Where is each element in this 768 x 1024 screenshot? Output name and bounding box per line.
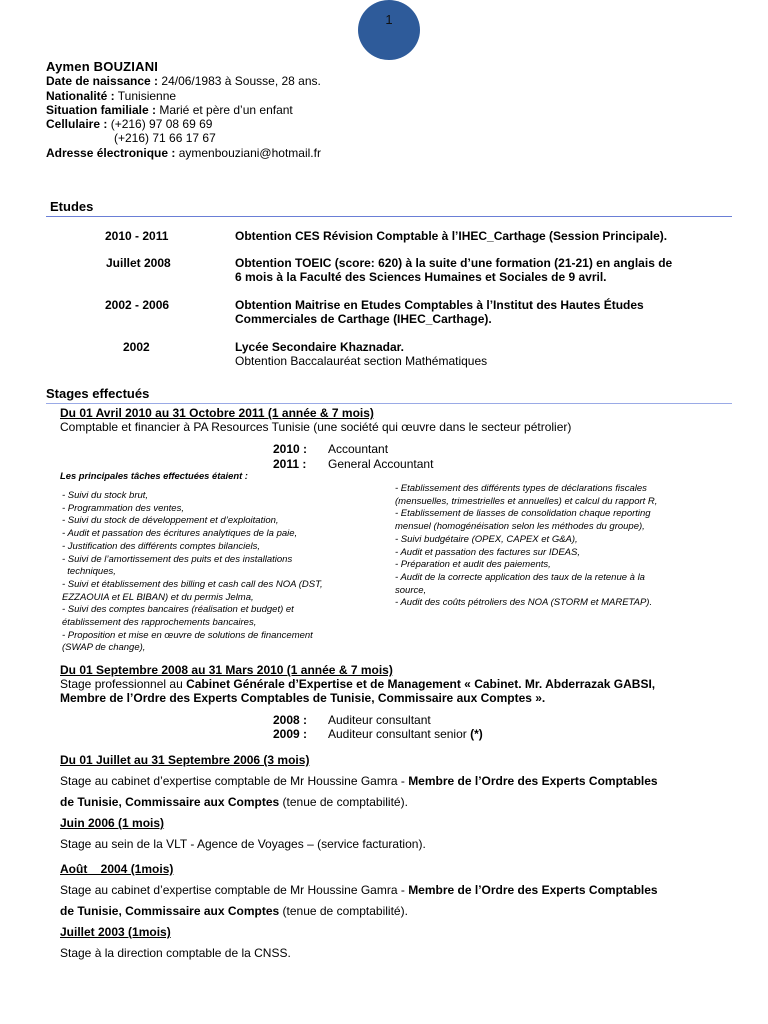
list-item: - Justification des différents comptes bilanciels, bbox=[62, 540, 261, 552]
email-row: Adresse électronique : aymenbouziani@hotmail.fr bbox=[46, 145, 321, 160]
email-value: aymenbouziani@hotmail.fr bbox=[175, 145, 321, 160]
list-item: - Suivi et établissement des billing et cash call des NOA (DST, bbox=[62, 578, 323, 590]
list-item: - Etablissement de liasses de consolidation chaque reporting bbox=[395, 508, 651, 520]
edu-text-4: Lycée Secondaire Khaznadar. bbox=[235, 340, 404, 354]
stage2-period: Du 01 Septembre 2008 au 31 Mars 2010 (1 année & 7 mois) bbox=[60, 663, 393, 677]
list-item: - Audit et passation des factures sur IDEAS, bbox=[395, 546, 580, 558]
list-item: - Audit de la correcte application des taux de la retenue à la bbox=[395, 571, 645, 583]
edu-sub-4: Obtention Baccalauréat section Mathématiques bbox=[235, 354, 488, 368]
stage3-desc-line2: de Tunisie, Commissaire aux Comptes (tenue de comptabilité). bbox=[60, 795, 408, 809]
stage2-year-2: 2009 : bbox=[273, 727, 308, 741]
stage4-desc: Stage au sein de la VLT - Agence de Voyages – (service facturation). bbox=[60, 837, 426, 851]
birth-row: Date de naissance : 24/06/1983 à Sousse, 28 ans. bbox=[46, 74, 321, 89]
stage2-role-2: Auditeur consultant senior (*) bbox=[328, 727, 483, 741]
stage3-desc-line1: Stage au cabinet d’expertise comptable de Mr Houssine Gamra - Membre de l’Ordre des Experts Comptables bbox=[60, 774, 658, 788]
stage2-desc-line1: Stage professionnel au Cabinet Générale d’Expertise et de Management « Cabinet. Mr. Abderrazak GABSI, bbox=[60, 677, 656, 691]
list-item: - Programmation des ventes, bbox=[62, 502, 184, 514]
list-item: source, bbox=[395, 584, 427, 596]
edu-text-1: Obtention CES Révision Comptable à l’IHEC_Carthage (Session Principale). bbox=[235, 229, 668, 243]
stage2-year-1: 2008 : bbox=[273, 713, 308, 727]
edu-date-3: 2002 - 2006 bbox=[105, 298, 170, 312]
etudes-title: Etudes bbox=[50, 199, 94, 214]
stage1-role-1: Accountant bbox=[328, 442, 389, 456]
stage5-desc-line2: de Tunisie, Commissaire aux Comptes (tenue de comptabilité). bbox=[60, 904, 408, 918]
tasks-title: Les principales tâches effectuées étaient : bbox=[60, 470, 248, 481]
list-item: (mensuelles, trimestrielles et annuelles) et calcul du rapport R, bbox=[395, 495, 658, 507]
edu-text-3b: Commerciales de Carthage (IHEC_Carthage). bbox=[235, 312, 492, 326]
stages-divider bbox=[46, 403, 732, 404]
stage4-period: Juin 2006 (1 mois) bbox=[60, 816, 165, 830]
stage1-role-2: General Accountant bbox=[328, 457, 434, 471]
stage1-year-2: 2011 : bbox=[273, 457, 307, 471]
stage1-desc: Comptable et financier à PA Resources Tunisie (une société qui œuvre dans le secteur pétrolier) bbox=[60, 420, 572, 434]
stage5-period: Août 2004 (1mois) bbox=[60, 862, 174, 876]
identity-block bbox=[46, 60, 321, 160]
list-item: - Etablissement des différents types de déclarations fiscales bbox=[395, 483, 647, 494]
stage2-desc-line2: Membre de l’Ordre des Experts Comptables de Tunisie, Commissaire aux Comptes ». bbox=[60, 691, 546, 705]
edu-text-3a: Obtention Maitrise en Etudes Comptables à l’Institut des Hautes Études bbox=[235, 298, 644, 312]
list-item: - Suivi budgétaire (OPEX, CAPEX et G&A), bbox=[395, 533, 578, 545]
list-item: - Suivi de l’amortissement des puits et des installations bbox=[62, 553, 293, 565]
edu-date-4: 2002 bbox=[123, 340, 150, 354]
edu-date-2: Juillet 2008 bbox=[106, 256, 171, 270]
stage2-role-1: Auditeur consultant bbox=[328, 713, 431, 727]
stage5-desc-line1: Stage au cabinet d’expertise comptable de Mr Houssine Gamra - Membre de l’Ordre des Experts Comptables bbox=[60, 883, 658, 897]
list-item: - Audit et passation des écritures analytiques de la paie, bbox=[62, 528, 298, 540]
list-item: mensuel (homogénéisation selon les méthodes du groupe), bbox=[395, 521, 645, 533]
stage6-desc: Stage à la direction comptable de la CNSS. bbox=[60, 946, 291, 960]
nationality-row: Nationalité : Tunisienne bbox=[46, 88, 177, 103]
page-number: 1 bbox=[385, 12, 393, 27]
list-item: techniques, bbox=[62, 566, 116, 578]
phone-row: Cellulaire : (+216) 97 08 69 69 bbox=[46, 117, 213, 132]
list-item: (SWAP de change), bbox=[62, 642, 146, 654]
stage3-period: Du 01 Juillet au 31 Septembre 2006 (3 mois) bbox=[60, 753, 310, 767]
stage6-period: Juillet 2003 (1mois) bbox=[60, 925, 171, 939]
stage1-year-1: 2010 : bbox=[273, 442, 308, 456]
phone-row-2: (+216) 71 66 17 67 bbox=[114, 131, 216, 146]
stage1-period: Du 01 Avril 2010 au 31 Octobre 2011 (1 année & 7 mois) bbox=[60, 406, 374, 420]
list-item: établissement des rapprochements bancaires, bbox=[62, 617, 257, 629]
list-item: - Audit des coûts pétroliers des NOA (STORM et MARETAP). bbox=[395, 597, 653, 609]
edu-text-2a: Obtention TOEIC (score: 620) à la suite d’une formation (21-21) en anglais de bbox=[235, 256, 673, 270]
etudes-divider bbox=[46, 216, 732, 217]
candidate-name: Aymen BOUZIANI bbox=[46, 59, 159, 74]
tasks-right-list bbox=[395, 483, 725, 610]
list-item: - Préparation et audit des paiements, bbox=[395, 559, 551, 571]
list-item: - Suivi des comptes bancaires (réalisation et budget) et bbox=[62, 604, 294, 616]
edu-text-2b: 6 mois à la Faculté des Sciences Humaines et Sociales de 9 avril. bbox=[235, 270, 607, 284]
list-item: - Suivi du stock de développement et d’exploitation, bbox=[62, 515, 279, 527]
list-item: - Proposition et mise en œuvre de solutions de financement bbox=[62, 629, 313, 641]
page-number-badge bbox=[358, 0, 420, 60]
edu-date-1: 2010 - 2011 bbox=[105, 229, 169, 243]
tasks-left-list bbox=[62, 490, 362, 655]
list-item: - Suivi du stock brut, bbox=[62, 490, 149, 501]
family-row: Situation familiale : Marié et père d’un enfant bbox=[46, 102, 293, 117]
list-item: EZZAOUIA et EL BIBAN) et du permis Jelma, bbox=[62, 591, 254, 603]
stages-title: Stages effectués bbox=[46, 386, 150, 401]
